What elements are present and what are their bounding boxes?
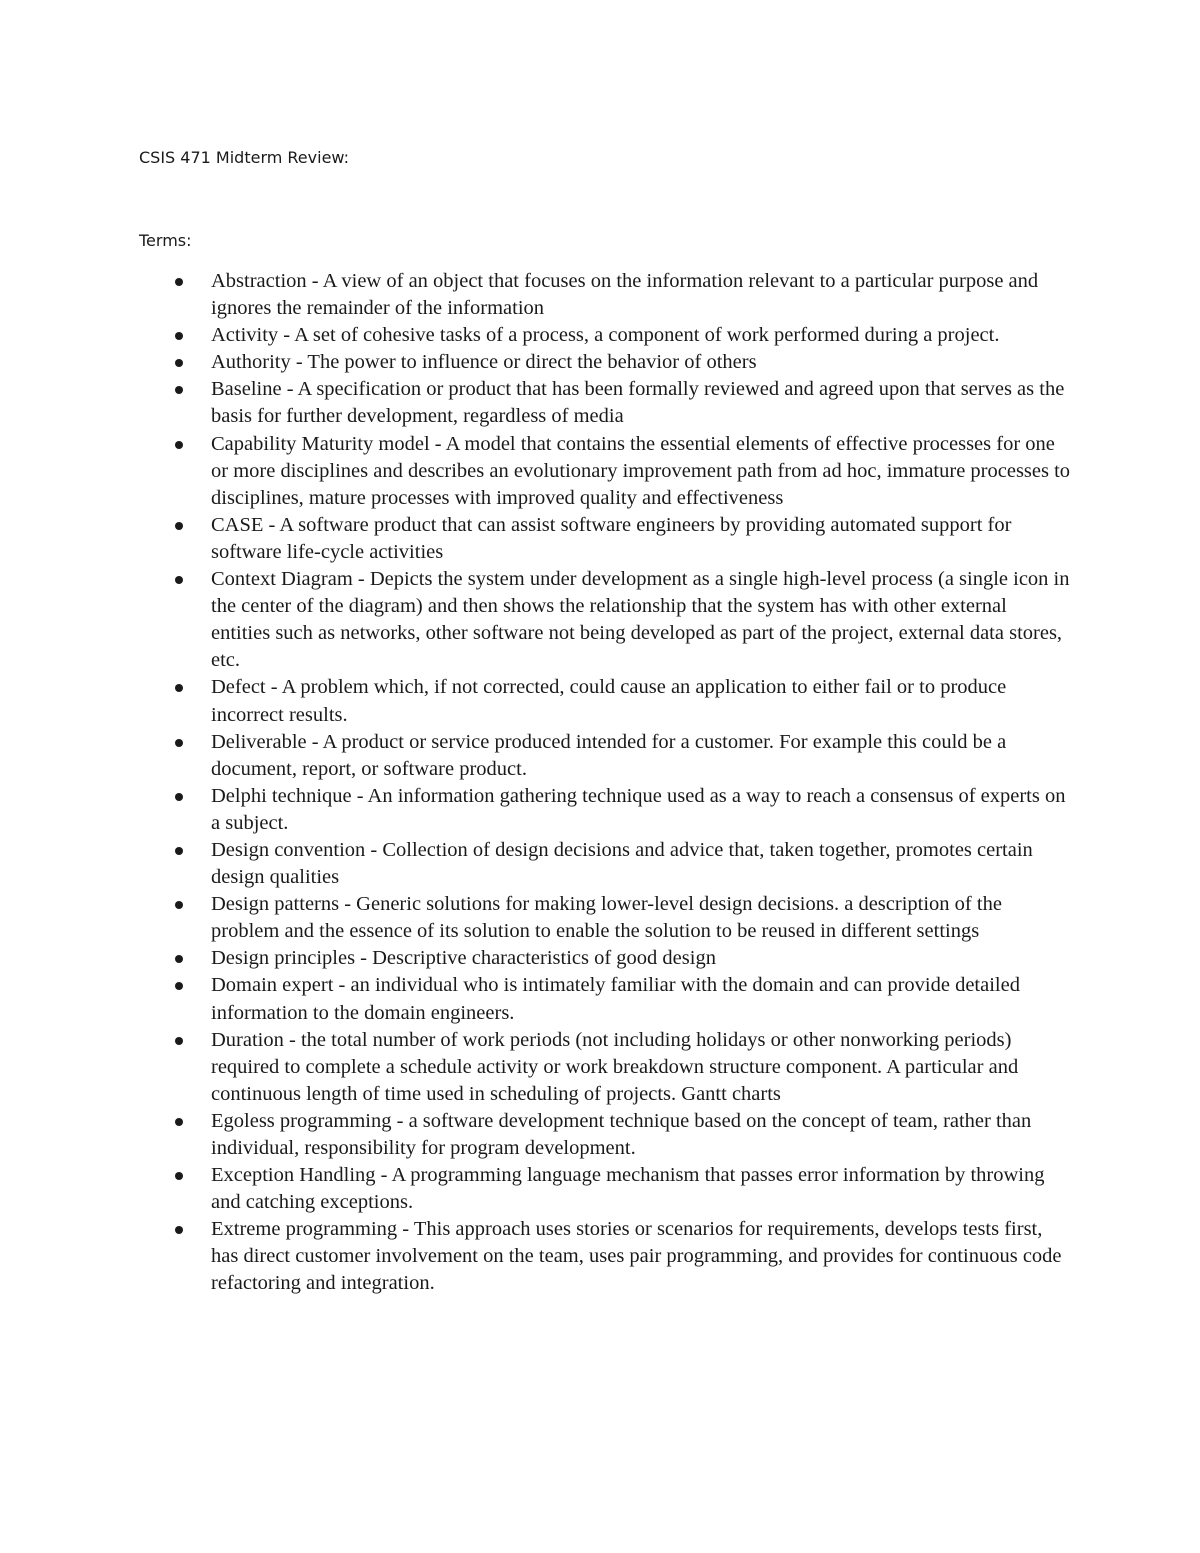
term-item [211, 322, 1071, 349]
term-text: Exception Handling - A programming language mechanism that passes error information by throwing and catching exceptions. [211, 1164, 1045, 1214]
bullet-icon [175, 278, 183, 286]
term-item [211, 1162, 1071, 1216]
term-text: CASE - A software product that can assist software engineers by providing automated support for software life-cycle activities [211, 513, 1012, 563]
term-item [211, 268, 1071, 322]
bullet-icon [175, 982, 183, 990]
bullet-icon [175, 522, 183, 530]
bullet-icon [175, 1226, 183, 1234]
term-text: Domain expert - an individual who is intimately familiar with the domain and can provide detailed information to the domain engineers. [211, 974, 1020, 1024]
term-item [211, 349, 1071, 376]
term-item [211, 1108, 1071, 1162]
document-title: CSIS 471 Midterm Review: [139, 148, 350, 167]
term-item [211, 512, 1071, 566]
term-item [211, 729, 1071, 783]
term-item [211, 837, 1071, 891]
term-text: Design principles - Descriptive characteristics of good design [211, 947, 716, 970]
term-text: Activity - A set of cohesive tasks of a process, a component of work performed during a project. [211, 324, 1000, 347]
term-item [211, 972, 1071, 1026]
term-text: Design convention - Collection of design decisions and advice that, taken together, promotes certain design qualities [211, 838, 1033, 889]
term-text: Egoless programming - a software development technique based on the concept of team, rather than individual, responsibility for program development. [211, 1109, 1032, 1159]
terms-list [211, 268, 1071, 1298]
term-item [211, 566, 1071, 674]
bullet-icon [175, 901, 183, 909]
bullet-icon [175, 793, 183, 801]
term-item [211, 891, 1071, 945]
term-item [211, 376, 1071, 430]
bullet-icon [175, 386, 183, 394]
bullet-icon [175, 1118, 183, 1126]
term-item [211, 783, 1071, 837]
bullet-icon [175, 1172, 183, 1180]
term-text: Delphi technique - An information gathering technique used as a way to reach a consensus of experts on a subject. [211, 784, 1066, 834]
term-text: Design patterns - Generic solutions for making lower-level design decisions. a description of the problem and the essence of its solution to enable the solution to be reused in different settings [211, 893, 1002, 943]
term-text: Deliverable - A product or service produced intended for a customer. For example this could be a document, report, or software product. [211, 730, 1007, 780]
bullet-icon [175, 955, 183, 963]
term-text: Authority - The power to influence or direct the behavior of others [211, 351, 757, 374]
term-text: Duration - the total number of work periods (not including holidays or other nonworking periods) required to complete a schedule activity or work breakdown structure component. A particular and continuous length of time used in scheduling of projects. Gantt charts [211, 1028, 1019, 1105]
term-item [211, 674, 1071, 728]
bullet-icon [175, 847, 183, 855]
term-text: Context Diagram - Depicts the system under development as a single high-level process (a single icon in the center of the diagram) and then shows the relationship that the system has with other external entities such as networks, other software not being developed as part of the project, external data stores, etc. [211, 568, 1070, 672]
bullet-icon [175, 684, 183, 692]
bullet-icon [175, 1037, 183, 1045]
bullet-icon [175, 576, 183, 584]
bullet-icon [175, 359, 183, 367]
term-text: Defect - A problem which, if not corrected, could cause an application to either fail or to produce incorrect results. [211, 676, 1007, 726]
term-text: Abstraction - A view of an object that focuses on the information relevant to a particular purpose and ignores the remainder of the information [211, 270, 1039, 320]
bullet-icon [175, 332, 183, 340]
terms-heading: Terms: [139, 231, 192, 250]
term-item [211, 431, 1071, 512]
bullet-icon [175, 441, 183, 449]
term-item [211, 1216, 1071, 1297]
term-text: Baseline - A specification or product that has been formally reviewed and agreed upon that serves as the basis for further development, regardless of media [211, 378, 1065, 428]
term-item [211, 945, 1071, 972]
term-text: Extreme programming - This approach uses stories or scenarios for requirements, develops tests first, has direct customer involvement on the team, uses pair programming, and provides for continuous code refactoring and integration. [211, 1218, 1062, 1295]
term-item [211, 1027, 1071, 1108]
term-text: Capability Maturity model - A model that contains the essential elements of effective processes for one or more disciplines and describes an evolutionary improvement path from ad hoc, immature processes to disciplines, mature processes with improved quality and effectiveness [211, 432, 1071, 509]
bullet-icon [175, 739, 183, 747]
